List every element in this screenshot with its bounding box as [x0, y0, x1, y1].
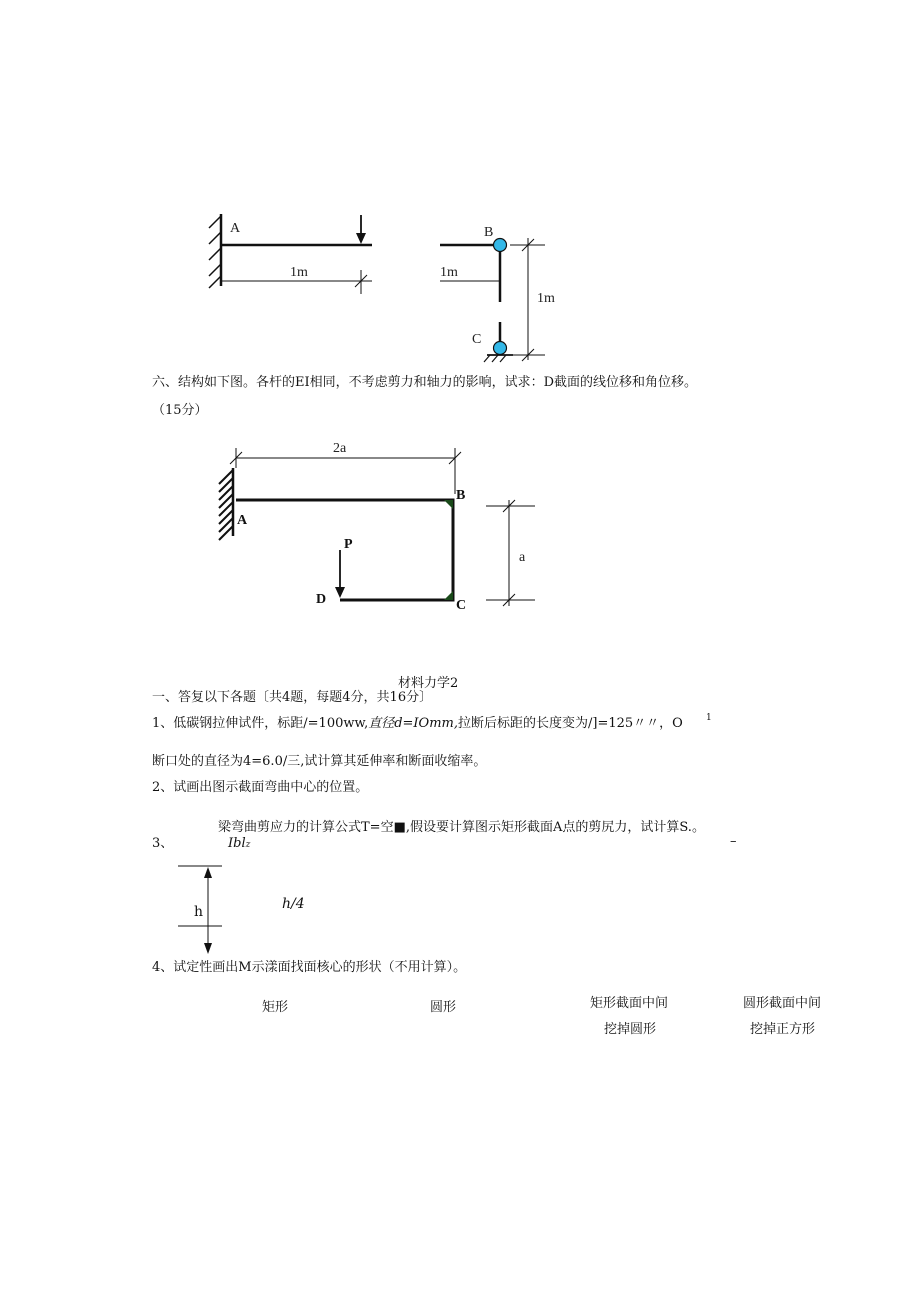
- q1-part-b: 直径d=IOmm,: [368, 716, 458, 731]
- shape-circle: 圆形: [430, 1000, 457, 1015]
- frame-label-d: D: [316, 592, 327, 607]
- q3-sub-index: z: [245, 840, 251, 850]
- q1-superscript: 1: [706, 713, 712, 723]
- frame-label-p: P: [344, 537, 353, 552]
- q1-line2: 断口处的直径为4=6.0/三,试计算其延伸率和断面收缩率。: [152, 754, 487, 769]
- q3-sub-main: Ibl: [228, 836, 246, 851]
- shape-rect-hole-l1: 矩形截面中间: [590, 996, 669, 1011]
- fig-h-label: h: [194, 904, 204, 920]
- q1-part-a: 1、低碳钢拉伸试件，标距/=100ww,: [152, 716, 369, 731]
- q2-text: 2、试画出图示截面弯曲中心的位置。: [152, 780, 369, 795]
- q3-dash: –: [730, 834, 737, 849]
- label-a: A: [230, 221, 241, 236]
- frame-label-b: B: [456, 488, 466, 503]
- label-b: B: [484, 225, 494, 240]
- section-heading: 一、答复以下各题〔共4题，每题4分，共16分〕: [152, 690, 433, 705]
- dim-h-label: 1m: [440, 265, 458, 280]
- shape-circle-hole-l2: 挖掉正方形: [750, 1022, 816, 1037]
- frame-label-c: C: [456, 598, 467, 613]
- fig-h4-label: h/4: [282, 896, 305, 912]
- frame-dim-side: a: [519, 550, 526, 565]
- label-c: C: [472, 332, 482, 347]
- frame-dim-top: 2a: [333, 441, 347, 456]
- shape-circle-hole-l1: 圆形截面中间: [743, 996, 822, 1011]
- dim-v-label: 1m: [537, 291, 555, 306]
- shape-rectangle: 矩形: [262, 1000, 289, 1015]
- q1-part-c: 拉断后标距的长度变为/]=125〃〃，O: [458, 716, 683, 731]
- q6-line2: （15分）: [152, 403, 208, 418]
- q4-text: 4、试定性画出M示漾面找面核心的形状（不用计算）。: [152, 960, 467, 975]
- frame-label-a: A: [237, 513, 248, 528]
- q3-main: 梁弯曲剪应力的计算公式T=空■,假设要计算图示矩形截面A点的剪尻力，试计算S.。: [218, 820, 705, 835]
- shape-rect-hole-l2: 挖掉圆形: [604, 1022, 657, 1037]
- section-title: 材料力学2: [398, 676, 459, 691]
- q3-number: 3、: [152, 836, 174, 851]
- q6-line1: 六、结构如下图。各杆的EI相同，不考虑剪力和轴力的影响，试求：D截面的线位移和角位移。: [152, 375, 698, 390]
- dim-label: 1m: [290, 265, 308, 280]
